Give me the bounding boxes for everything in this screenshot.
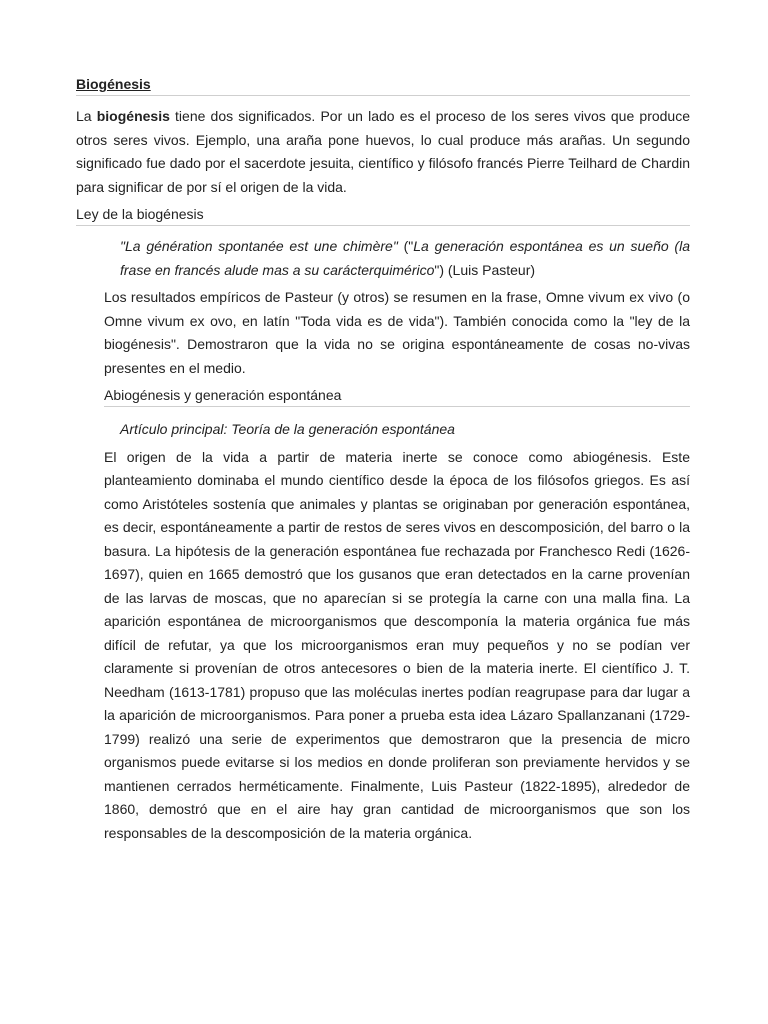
quote-french: "La génération spontanée est une chimère" <box>120 238 398 254</box>
intro-prefix: La <box>76 108 97 124</box>
quote-sep-1: (" <box>397 238 414 254</box>
article-note-text: Artículo principal: Teoría de la generación espontánea <box>120 421 455 437</box>
article-note <box>120 418 690 442</box>
page-title: Biogénesis <box>76 76 690 96</box>
ley-paragraph: Los resultados empíricos de Pasteur (y otros) se resumen en la frase, Omne vivum ex vivo (o Omne vivum ex ovo, en latín "Toda vida es de vida"). También conocida como la "ley de la biogénesis". Demostraron que la vida no se origina espontáneamente de cosas no-vivas presentes en el medio. <box>104 289 690 376</box>
section-heading-abiogenesis: Abiogénesis y generación espontánea <box>104 387 690 407</box>
intro-paragraph <box>76 105 690 199</box>
abiogenesis-paragraph: El origen de la vida a partir de materia inerte se conoce como abiogénesis. Este planteamiento dominaba el mundo científico desde la época de los filósofos griegos. Es así como Aristóteles sostenía que animales y plantas se originaban por generación espontánea, es decir, espontáneamente a partir de restos de seres vivos en descomposición, del barro o la basura. La hipótesis de la generación espontánea fue rechazada por Franchesco Redi (1626-1697), quien en 1665 demostró que los gusanos que eran detectados en la carne provenían de las larvas de moscas, que no aparecían si se protegía la carne con una malla fina. La aparición espontánea de microorganismos que descomponía la materia orgánica fue más difícil de refutar, ya que los microorganismos eran muy pequeños y no se podían ver claramente si provenían de otros antecesores o bien de la materia inerte. El científico J. T. Needham (1613-1781) propuso que las moléculas inertes podían reagrupase para dar lugar a la aparición de microorganismos. Para poner a prueba esta idea Lázaro Spallanzanani (1729-1799) realizó una serie de experimentos que demostraron que la presencia de micro organismos puede evitarse si los medios en donde proliferan son previamente hervidos y se mantienen cerrados herméticamente. Finalmente, Luis Pasteur (1822-1895), alrededor de 1860, demostró que en el aire hay gran cantidad de microorganismos que son los responsables de la descomposición de la materia orgánica. <box>104 448 690 841</box>
intro-bold-term: biogénesis <box>96 108 170 124</box>
section-heading-ley: Ley de la biogénesis <box>76 206 690 226</box>
quote-sep-2: ") (Luis Pasteur) <box>434 261 536 278</box>
intro-text: tiene dos significados. Por un lado es el proceso de los seres vivos que produce otros seres vivos. Ejemplo, una araña pone huevos, lo cual produce más arañas. Un segundo significado fue dado por el sacerdote jesuita, científico y filósofo francés Pierre Teilhard de Chardin para significar de por sí el origen de la vida. <box>76 108 690 195</box>
quote-spanish: La generación espontánea es un sueño (la frase en francés alude mas a su carácterquimérico <box>120 238 690 278</box>
pasteur-quote <box>120 235 690 282</box>
